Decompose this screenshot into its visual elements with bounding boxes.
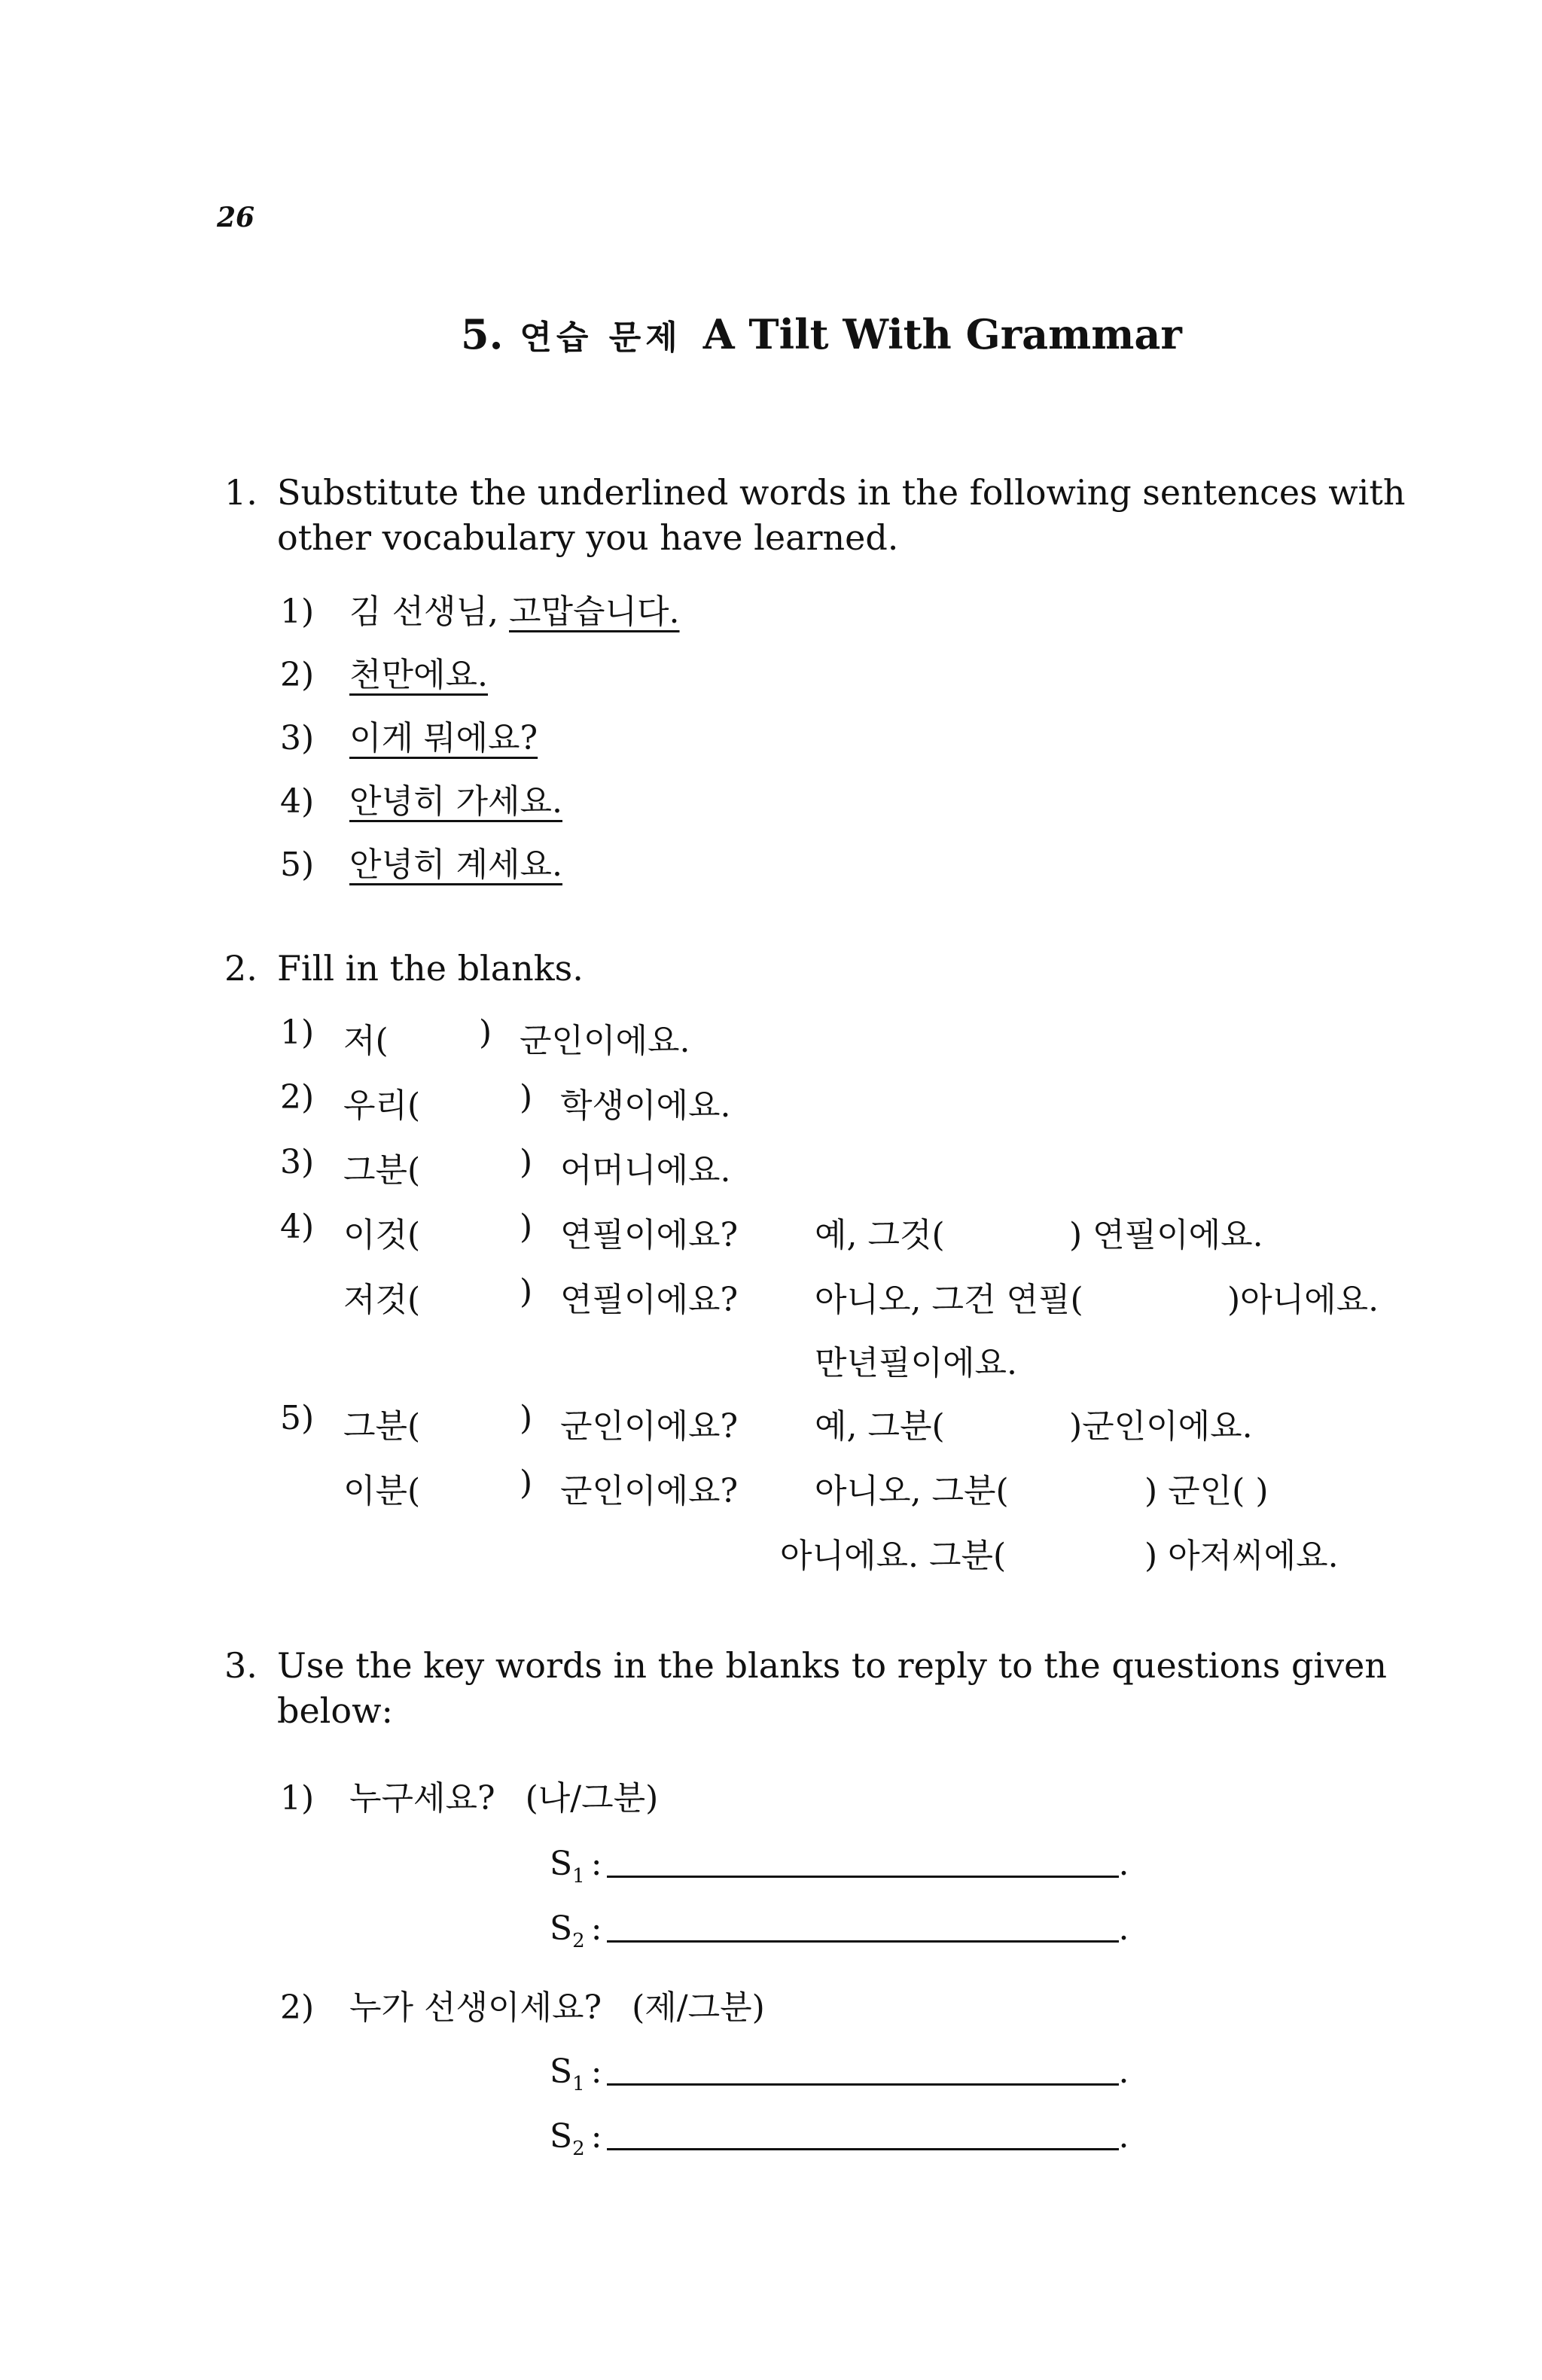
item-number: 1) [280,593,315,631]
s1-item [280,584,680,632]
underlined-phrase: 안녕히 계세요. [349,846,562,884]
question-text: 누구세요? [349,1779,495,1818]
question-number: 2) [280,1988,315,2027]
s2-num: 1) [280,1013,315,1052]
s2-col-e: ) 연필이에요. [1069,1216,1263,1254]
answer-line [550,1845,1129,1888]
s2-col-e: )아니에요. [1227,1281,1379,1319]
speaker-label: S [550,1909,573,1948]
s2-col-a: 우리( [343,1086,421,1125]
s2-col-b: ) [520,1272,533,1311]
answer-period: . [1118,1909,1129,1948]
question-number: 1) [280,1779,315,1818]
speaker-label: S [550,2117,573,2156]
s2-col-a: 그분( [343,1407,421,1446]
title-english: A Tilt With Grammar [702,310,1182,358]
page-number: 26 [217,202,255,233]
s2-col-d: 예, 그분( [815,1407,945,1446]
s2-col-a: 이것( [343,1216,421,1254]
section1-instruction-line2: other vocabulary you have learned. [277,517,899,558]
s3-question [280,1980,765,2028]
section3-instruction-line1: Use the key words in the blanks to reply to the questions given [277,1645,1388,1686]
s2-col-c: 어머니에요. [560,1151,731,1190]
underlined-phrase: 고맙습니다. [509,593,680,631]
answer-blank[interactable] [607,2148,1119,2150]
answer-colon: : [590,2117,602,2156]
section1-instruction-line1: Substitute the underlined words in the following sentences with [277,472,1406,513]
item-number: 3) [280,719,315,757]
s2-col-d: 만년필이에요. [815,1344,1018,1382]
section2-number: 2. [224,948,258,989]
answer-blank[interactable] [607,2083,1119,2086]
s2-col-e: ) 군인( ) [1144,1472,1269,1510]
page-title [461,310,1182,358]
s2-col-d: 아니오, 그분( [815,1472,1009,1510]
s2-col-b: ) [479,1013,492,1052]
s2-col-a: 저것( [343,1281,421,1319]
s2-col-c: 군인이에요? [560,1472,739,1510]
answer-period: . [1118,2117,1129,2156]
question-keywords: (나/그분) [525,1779,659,1818]
question-text: 누가 선생이세요? [349,1988,602,2027]
answer-blank[interactable] [607,1940,1119,1943]
s2-col-c: 연필이에요? [560,1281,739,1319]
s2-col-c: 연필이에요? [560,1216,739,1254]
s2-col-e: )군인이에요. [1069,1407,1253,1446]
s2-col-b: ) [520,1399,533,1437]
s2-col-c: 학생이에요. [560,1086,731,1125]
underlined-phrase: 안녕히 가세요. [349,782,562,821]
s2-col-b: ) [520,1208,533,1246]
section3-instruction-line2: below: [277,1690,393,1731]
section2-instruction: Fill in the blanks. [277,948,584,989]
speaker-subscript: 2 [572,1929,585,1952]
speaker-subscript: 2 [572,2137,585,2160]
speaker-subscript: 1 [572,2072,585,2095]
s2-col-a: 저( [343,1022,389,1060]
answer-colon: : [590,1909,602,1948]
item-number: 4) [280,782,315,821]
title-number: 5. [461,310,504,358]
s2-col-c: 군인이에요. [520,1022,690,1060]
section3-number: 3. [224,1645,258,1686]
s2-num: 2) [280,1078,315,1117]
s2-num: 3) [280,1143,315,1181]
s3-question [280,1771,658,1819]
answer-line [550,2052,1129,2095]
s1-item [280,711,538,759]
underlined-phrase: 천만에요. [349,656,489,694]
s2-num: 4) [280,1208,315,1246]
item-number: 5) [280,846,315,884]
section1-number: 1. [224,472,258,513]
answer-line [550,2117,1129,2160]
question-keywords: (제/그분) [632,1988,765,2027]
underlined-phrase: 이게 뭐에요? [349,719,538,757]
s2-col-d: 예, 그것( [815,1216,945,1254]
speaker-label: S [550,2052,573,2091]
s2-col-d: 아니에요. 그분( [780,1537,1007,1575]
title-korean: 연습 문제 [520,318,682,357]
s2-col-c: 군인이에요? [560,1407,739,1446]
s2-col-b: ) [520,1143,533,1181]
s2-col-b: ) [520,1464,533,1502]
s2-col-b: ) [520,1078,533,1117]
s2-num: 5) [280,1399,315,1437]
answer-colon: : [590,2052,602,2091]
answer-period: . [1118,2052,1129,2091]
s2-col-a: 이분( [343,1472,421,1510]
item-number: 2) [280,656,315,694]
s1-item [280,837,562,885]
s2-col-e: ) 아저씨에요. [1144,1537,1339,1575]
speaker-subscript: 1 [572,1864,585,1888]
s1-item [280,648,488,696]
answer-period: . [1118,1845,1129,1883]
answer-line [550,1909,1129,1952]
speaker-label: S [550,1845,573,1883]
s1-item [280,774,562,822]
answer-colon: : [590,1845,602,1883]
answer-blank[interactable] [607,1876,1119,1878]
item-plain-text: 김 선생님, [349,593,498,631]
s2-col-a: 그분( [343,1151,421,1190]
s2-col-d: 아니오, 그건 연필( [815,1281,1083,1319]
